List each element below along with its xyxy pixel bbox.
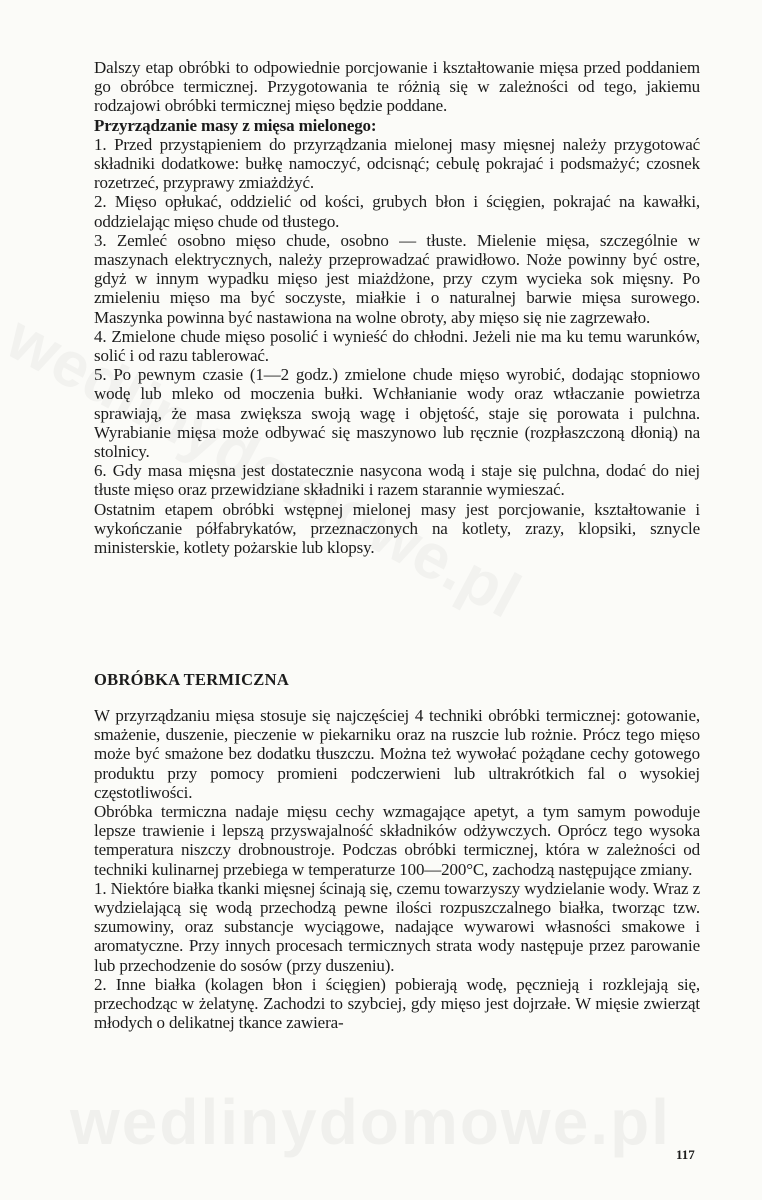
footer-watermark (70, 1085, 671, 1159)
step-2: 2. Mięso opłukać, oddzielić od kości, grubych błon i ścięgien, pokrajać na kawałki, oddzielając mięso chude od tłustego. (94, 192, 700, 231)
section-heading-thermal: OBRÓBKA TERMICZNA (94, 670, 290, 689)
section-preparation (94, 58, 700, 557)
step-3: 3. Zemleć osobno mięso chude, osobno — tłuste. Mielenie mięsa, szczególnie w maszynach elektrycznych, należy przeprowadzać prawidłowo. Noże powinny być ostre, gdyż w innym wypadku mięso jest miażdżone, przy czym wycieka sok mięsny. Po zmieleniu mięso ma być soczyste, miałkie i o naturalnej barwie mięsa surowego. Maszynka powinna być nastawiona na wolne obroty, aby mięso się nie zagrzewało. (94, 230, 700, 327)
section-thermal (94, 706, 700, 1032)
intro-paragraph: Dalszy etap obróbki to odpowiednie porcjowanie i kształtowanie mięsa przed poddaniem go obróbce termicznej. Przygotowania te różnią się w zależności od tego, jakiemu rodzajowi obróbki termicznej mięso będzie poddane. (94, 58, 700, 116)
thermal-change-1: 1. Niektóre białka tkanki mięsnej ścinają się, czemu towarzyszy wydzielanie wody. Wraz z wydzielającą się wodą przechodzą pewne ilości rozpuszczalnego białka, tworząc tzw. szumowiny, oraz substancje wyciągowe, nadające wywarowi własności smakowe i aromatyczne. Przy innych procesach termicznych strata wody następuje przez parowanie lub przechodzenie do sosów (przy duszeniu). (94, 878, 700, 975)
thermal-paragraph-1: W przyrządzaniu mięsa stosuje się najczęściej 4 techniki obróbki termicznej: gotowanie, smażenie, duszenie, pieczenie w piekarniku oraz na ruszcie lub rożnie. Prócz tego mięso może być smażone bez dodatku tłuszczu. Można też wywołać pożądane cechy gotowego produktu przy pomocy promieni podczerwieni lub ultrakrótkich fal o wysokiej częstotliwości. (94, 706, 700, 802)
step-5: 5. Po pewnym czasie (1—2 godz.) zmielone chude mięso wyrobić, dodając stopniowo wodę lub mleko od moczenia bułki. Wchłanianie wody oraz wtłaczanie powietrza sprawiają, że masa zwiększa swoją wagę i objętość, staje się porowata i pulchna. Wyrabianie mięsa może odbywać się maszynowo lub ręcznie (rozpłaszczoną dłonią) na stolnicy. (94, 365, 700, 462)
step-1: 1. Przed przystąpieniem do przyrządzania mielonej masy mięsnej należy przygotować składniki dodatkowe: bułkę namoczyć, odcisnąć; cebulę pokrajać i podsmażyć; czosnek rozetrzeć, przyprawy zmiażdżyć. (94, 134, 700, 193)
closing-paragraph: Ostatnim etapem obróbki wstępnej mielonej masy jest porcjowanie, kształtowanie i wykończanie półfabrykatów, przeznaczonych na kotlety, zrazy, klopsiki, sznycle ministerskie, kotlety pożarskie lub klopsy. (94, 499, 700, 558)
step-4: 4. Zmielone chude mięso posolić i wynieść do chłodni. Jeżeli nie ma ku temu warunków, solić i od razu tablerować. (94, 326, 700, 366)
subheading-minced-meat: Przyrządzanie masy z mięsa mielonego: (94, 115, 377, 135)
thermal-paragraph-2: Obróbka termiczna nadaje mięsu cechy wzmagające apetyt, a tym samym powoduje lepsze trawienie i lepszą przyswajalność składników odżywczych. Oprócz tego wysoka temperatura niszczy drobnoustroje. Podczas obróbki termicznej, która w zależności od techniki kulinarnej przebiega w temperaturze 100—200°C, zachodzą następujące zmiany. (94, 802, 700, 879)
step-6: 6. Gdy masa mięsna jest dostatecznie nasycona wodą i staje się pulchna, dodać do niej tłuste mięso oraz przewidziane składniki i razem starannie wymieszać. (94, 461, 700, 500)
page-content (94, 58, 700, 1033)
page-number: 117 (676, 1147, 695, 1162)
thermal-change-2: 2. Inne białka (kolagen błon i ścięgien) pobierają wodę, pęcznieją i rozklejają się, przechodząc w żelatynę. Zachodzi to szybciej, gdy mięso jest dojrzałe. W mięsie zwierząt młodych o delikatnej tkance zawiera- (94, 974, 700, 1033)
